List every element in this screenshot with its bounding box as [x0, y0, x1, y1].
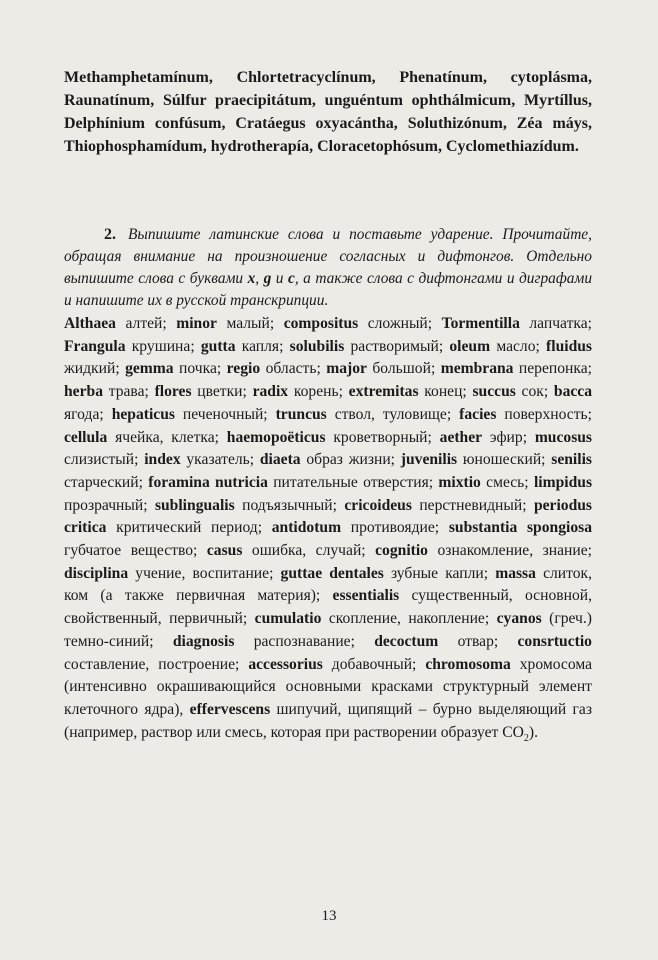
- vocab-latin-term: cognitio: [375, 542, 428, 560]
- vocab-translation: конец;: [418, 383, 473, 401]
- vocab-translation: цветки;: [191, 383, 253, 401]
- vocab-latin-term: Althaea: [64, 315, 116, 332]
- vocab-translation: существенный, основной, свойственный, первичный;: [64, 587, 592, 628]
- vocab-translation: ознакомление, знание;: [427, 542, 592, 560]
- vocab-latin-term: Frangula: [64, 337, 126, 355]
- vocab-latin-term: mixtio: [438, 473, 481, 491]
- vocab-translation: ягода;: [64, 405, 112, 423]
- vocab-latin-term: limpidus: [533, 473, 593, 491]
- vocab-translation: большой;: [366, 360, 441, 378]
- vocab-translation: юношеский;: [457, 451, 552, 469]
- vocab-latin-term: accessorius: [248, 655, 323, 673]
- vocab-latin-term: Tormentilla: [441, 315, 520, 332]
- vocab-translation: слизистый;: [64, 451, 145, 469]
- vocab-latin-term: substantia spongiosa: [448, 519, 592, 537]
- vocab-latin-term: herba: [64, 383, 103, 401]
- vocab-latin-term: regio: [226, 360, 261, 378]
- vocab-latin-term: major: [326, 360, 367, 378]
- vocab-latin-term: flores: [154, 383, 192, 401]
- vocab-translation: смесь;: [480, 473, 534, 491]
- vocab-translation: кроветворный;: [325, 428, 440, 446]
- vocab-latin-term: extremitas: [348, 383, 419, 401]
- vocab-latin-term: massa: [495, 564, 536, 582]
- vocab-translation: губчатое вещество;: [64, 542, 207, 560]
- vocab-translation: прозрачный;: [64, 496, 155, 514]
- exercise-number: 2.: [104, 226, 116, 243]
- vocab-translation: критический период;: [106, 519, 272, 537]
- vocab-translation: хромосома (интенсивно окрашивающийся основными красками структурный элемент клеточного ядра),: [64, 655, 592, 718]
- vocab-latin-term: juvenilis: [400, 451, 458, 469]
- vocab-latin-term: periodus critica: [64, 496, 592, 537]
- latin-terms-paragraph: Methamphetamínum, Chlortetracyclínum, Phenatínum, cytoplásma, Raunatínum, Súlfur praecipitátum, unguéntum ophthálmicum, Myrtíllus, Delphínium confúsum, Cratáegus oxyacántha, Soluthizónum, Zéa máys, Thiophosphamídum, hydrotherapía, Cloracetophósum, Cyclomethiazídum.: [64, 69, 592, 155]
- vocab-translation: масло;: [490, 337, 547, 355]
- vocab-latin-term: succus: [472, 383, 516, 401]
- vocab-translation: (греч.) темно-синий;: [64, 610, 592, 650]
- vocab-translation: отвар;: [438, 632, 518, 650]
- instruction-text-part1: Выпишите латинские слова и поставьте ударение. Прочитайте, обращая внимание на произношение согласных и дифтонгов. Отдельно выпишите слова с буквами: [64, 226, 592, 287]
- vocab-latin-term: essentialis: [332, 587, 400, 605]
- vocab-latin-term: foramina nutricia: [148, 473, 268, 491]
- vocab-translation: поверхность;: [496, 405, 592, 423]
- vocab-translation: слиток, ком (а также первичная материя);: [64, 564, 592, 605]
- vocab-translation: образ жизни;: [300, 451, 401, 469]
- vocab-translation: растворимый;: [344, 337, 450, 355]
- instruction-separator-2: и: [271, 270, 288, 287]
- letter-x: x: [247, 270, 256, 287]
- vocab-translation: эфир;: [482, 428, 535, 446]
- formula-subscript-wrap: [523, 723, 539, 744]
- vocab-latin-term: bacca: [553, 383, 592, 401]
- vocab-translation: печеночный;: [174, 405, 276, 423]
- vocab-translation: добавочный;: [322, 655, 426, 673]
- vocab-translation: ствол, туловище;: [326, 405, 460, 423]
- vocab-translation: сок;: [515, 383, 554, 401]
- vocab-latin-term: diagnosis: [172, 632, 235, 650]
- vocab-latin-term: membrana: [440, 360, 514, 378]
- vocab-translation: старческий;: [64, 473, 149, 491]
- vocab-latin-term: cellula: [64, 428, 108, 446]
- vocab-translation: корень;: [288, 383, 349, 401]
- vocab-latin-term: cricoideus: [344, 496, 412, 514]
- letter-g: g: [263, 270, 272, 287]
- vocab-latin-term: radix: [252, 383, 289, 401]
- vocab-translation: капля;: [235, 337, 290, 355]
- vocabulary-tail: ).: [528, 723, 539, 741]
- vocab-latin-term: cyanos: [496, 610, 542, 628]
- vocab-latin-term: truncus: [275, 405, 327, 423]
- vocab-translation: распознавание;: [234, 632, 375, 650]
- vocab-latin-term: gemma: [125, 360, 174, 378]
- vocab-translation: жидкий;: [64, 360, 126, 378]
- vocab-latin-term: solubilis: [289, 337, 345, 355]
- vocab-latin-term: aether: [439, 428, 483, 446]
- vocab-latin-term: gutta: [200, 337, 236, 355]
- vocab-latin-term: sublingualis: [154, 496, 235, 514]
- vocab-latin-term: disciplina: [64, 564, 129, 582]
- vocab-translation: питательные отверстия;: [267, 473, 439, 491]
- vocab-translation: шипучий, щипящий – бурно выделяющий газ (например, раствор или смесь, которая при растворении образует CO: [64, 700, 592, 741]
- vocab-translation: почка;: [173, 360, 227, 378]
- vocab-translation: указатель;: [180, 451, 260, 469]
- instruction-separator-1: ,: [255, 270, 264, 287]
- vocabulary-paragraph: [64, 313, 592, 750]
- page-number: 13: [321, 908, 337, 924]
- exercise-instruction: [64, 224, 592, 312]
- vocab-latin-term: decoctum: [374, 632, 439, 650]
- vocab-translation: перстневидный;: [411, 496, 534, 514]
- vocab-translation: противоядие;: [341, 519, 449, 537]
- vocab-latin-term: compositus: [283, 315, 359, 332]
- vocab-translation: область;: [260, 360, 327, 378]
- vocab-translation: ошибка, случай;: [242, 542, 376, 560]
- vocab-latin-term: diaeta: [259, 451, 301, 469]
- vocab-latin-term: chromosoma: [425, 655, 511, 673]
- vocab-latin-term: senilis: [551, 451, 592, 469]
- vocab-latin-term: mucosus: [534, 428, 593, 446]
- letter-c: c: [288, 270, 295, 287]
- vocab-latin-term: oleum: [449, 337, 491, 355]
- vocab-translation: скопление, накопление;: [321, 610, 497, 628]
- vocab-translation: подъязычный;: [234, 496, 345, 514]
- instruction-text-part2: , а также слова с дифтонгами и диграфами и напишите их в русской транскрипции.: [64, 270, 593, 309]
- vocab-translation: трава;: [102, 383, 155, 401]
- vocab-latin-term: antidotum: [271, 519, 342, 537]
- vocab-translation: зубные капли;: [383, 564, 496, 582]
- vocab-latin-term: casus: [206, 542, 243, 560]
- vocab-latin-term: haemopoëticus: [226, 428, 326, 446]
- vocab-latin-term: cumulatio: [254, 610, 322, 628]
- vocab-translation: крушина;: [125, 337, 201, 355]
- vocab-latin-term: hepaticus: [111, 405, 175, 423]
- vocab-translation: учение, воспитание;: [128, 564, 281, 582]
- vocab-translation: ячейка, клетка;: [107, 428, 227, 446]
- vocab-translation: малый;: [216, 315, 284, 332]
- vocab-translation: перепонка;: [513, 360, 592, 378]
- vocab-latin-term: minor: [176, 315, 217, 332]
- vocab-translation: сложный;: [358, 315, 442, 332]
- formula-subscript: 2: [523, 732, 529, 744]
- vocab-translation: алтей;: [115, 315, 177, 332]
- vocab-latin-term: fluidus: [546, 337, 592, 355]
- vocab-translation: лапчатка;: [519, 315, 592, 332]
- vocab-latin-term: effervescens: [189, 700, 271, 718]
- vocab-latin-term: facies: [459, 405, 497, 423]
- vocab-latin-term: guttae dentales: [280, 564, 384, 582]
- vocab-latin-term: consrtuctio: [517, 632, 592, 650]
- vocab-translation: составление, построение;: [64, 655, 249, 673]
- vocab-latin-term: index: [144, 451, 181, 469]
